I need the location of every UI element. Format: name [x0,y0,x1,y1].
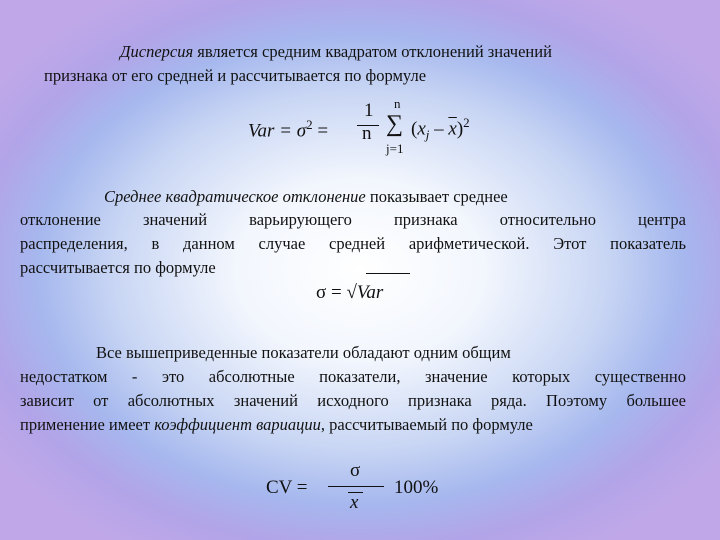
cv-fraction-numerator: σ [350,460,361,481]
var-under-root: Var [356,282,384,303]
percent-factor: 100% [394,477,439,498]
paren-close: ) [456,118,464,140]
equals-sign: = [312,120,329,142]
cv-paragraph-line-2: недостатком - это абсолютные показатели, значение которых существенно [20,367,686,386]
cv-paragraph-text-end: , рассчитываемый по формуле [320,415,533,434]
deviation-term [411,115,470,143]
cv-paragraph-line-4 [20,413,533,437]
deviation-exponent: 2 [463,115,470,130]
sigma-squared-exponent: 2 [306,117,313,132]
stddev-definition-line-4: рассчитывается по формуле [20,258,216,277]
stddev-definition-line-2: отклонение значений варьирующего признака относительно центра [20,210,686,229]
x-j-variable: x [417,118,426,140]
minus-sign: – [429,118,449,140]
square-root-icon: √ [346,282,357,303]
cv-paragraph-line-1: Все вышеприведенные показатели обладают одним общим [96,343,511,362]
var-sigma-text: Var = σ [248,120,307,142]
stddev-definition-text: показывает среднее [365,187,508,206]
cv-formula-lhs: CV = [266,477,308,498]
stddev-formula-lhs: σ = [316,282,347,303]
variance-definition-line-1 [120,40,552,64]
cv-paragraph-line-3: зависит от абсолютных значений исходного признака ряда. Поэтому большее [20,391,686,410]
sum-upper-limit: n [394,96,401,111]
x-j-subscript: j [425,127,430,143]
variance-formula-lhs [248,117,328,142]
paren-open: ( [411,118,418,140]
cv-fraction-bar [328,486,384,487]
fraction-denominator: n [362,123,372,144]
summation-icon: ∑ [386,111,404,137]
radical-bar [366,273,410,274]
variance-definition-text: является средним квадратом отклонений значений [193,42,552,61]
stddev-formula [316,282,383,304]
cv-paragraph-text: применение имеет [20,415,155,434]
stddev-definition-line-3: распределения, в данном случае средней арифметической. Этот показатель [20,234,686,253]
fraction-numerator: 1 [364,100,374,121]
cv-fraction-denominator: x [350,492,359,513]
variance-definition-line-2: признака от его средней и рассчитывается по формуле [44,66,427,85]
stddev-definition-line-1 [104,185,508,209]
stddev-term: Среднее квадратическое отклонение [104,187,366,206]
variance-term: Дисперсия [120,42,194,61]
cv-term: коэффициент вариации [154,415,321,434]
x-mean-variable: $\overline{x}$ [448,118,457,140]
sum-lower-limit: j=1 [386,141,404,156]
